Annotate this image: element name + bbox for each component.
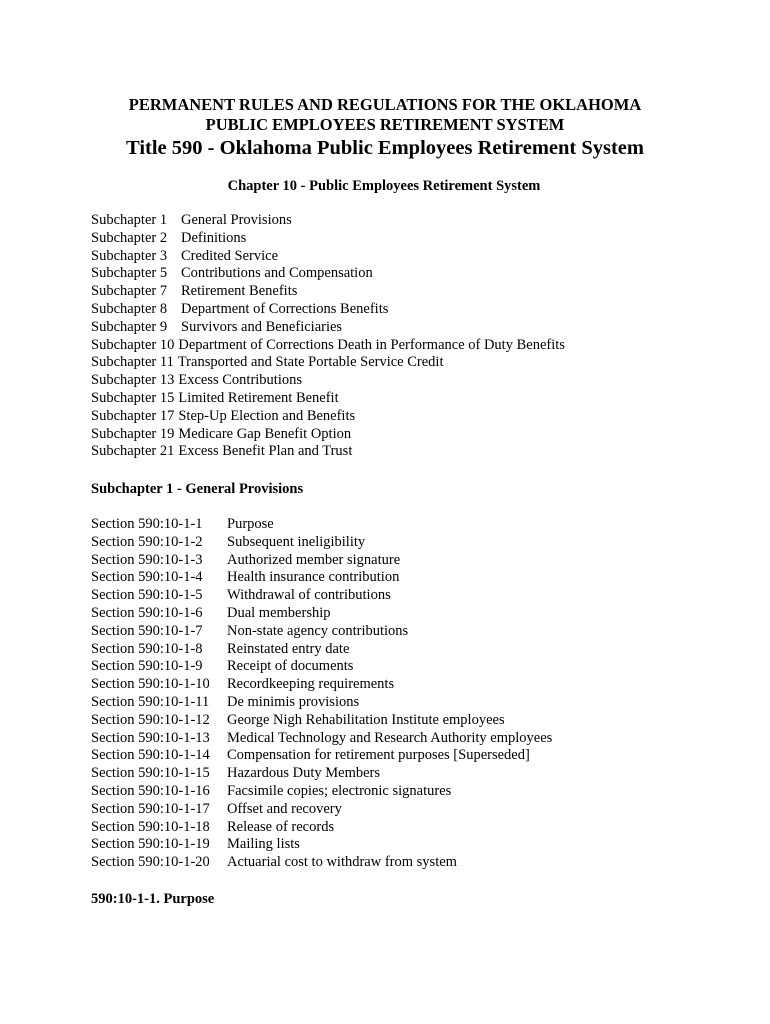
list-item [91, 426, 565, 444]
subchapter-label: Subchapter 3 [91, 247, 168, 264]
section-label: Section 590:10-1-2 [91, 533, 203, 550]
subchapter-name: Excess Contributions [178, 372, 303, 389]
subchapter-name: General Provisions [181, 212, 292, 228]
section-name: Reinstated entry date [227, 640, 350, 657]
subchapter-label: Subchapter 19 [91, 425, 175, 442]
subchapter-name: Contributions and Compensation [181, 265, 373, 282]
section-label: Section 590:10-1-14 [91, 747, 210, 764]
subchapter-1-heading: Subchapter 1 - General Provisions [91, 481, 304, 497]
section-name: Non-state agency contributions [227, 622, 409, 639]
section-label: Section 590:10-1-9 [91, 658, 203, 675]
subchapter-name: Credited Service [181, 247, 279, 264]
section-name: Purpose [227, 516, 274, 532]
section-label: Section 590:10-1-10 [91, 676, 210, 693]
list-item [91, 354, 565, 372]
section-label: Section 590:10-1-11 [91, 693, 210, 710]
subchapter-name: Retirement Benefits [181, 283, 298, 300]
subchapter-name: Step-Up Election and Benefits [178, 407, 356, 424]
section-label: Section 590:10-1-15 [91, 765, 210, 782]
section-label: Section 590:10-1-19 [91, 836, 210, 853]
subchapter-label: Subchapter 13 [91, 372, 175, 389]
section-name: Mailing lists [227, 836, 300, 853]
section-label: Section 590:10-1-7 [91, 622, 203, 639]
section-name: Withdrawal of contributions [227, 587, 391, 604]
section-name: Release of records [227, 818, 335, 835]
section-name: Dual membership [227, 604, 331, 621]
section-name: De minimis provisions [227, 693, 360, 710]
subchapter-name: Survivors and Beneficiaries [181, 318, 343, 335]
section-name: Health insurance contribution [227, 569, 400, 586]
list-item [91, 372, 565, 390]
section-label: Section 590:10-1-1 [91, 516, 203, 532]
subchapter-name: Department of Corrections Benefits [181, 300, 389, 317]
section-name: Authorized member signature [227, 551, 401, 568]
section-name: George Nigh Rehabilitation Institute employees [227, 711, 505, 728]
section-name: Actuarial cost to withdraw from system [227, 854, 457, 871]
section-name: Subsequent ineligibility [227, 533, 366, 550]
section-label: Section 590:10-1-12 [91, 711, 210, 728]
subchapter-label: Subchapter 7 [91, 283, 168, 300]
subchapter-label: Subchapter 17 [91, 407, 175, 424]
subchapter-label: Subchapter 1 [91, 212, 168, 228]
document-title: Title 590 - Oklahoma Public Employees Retirement System [126, 137, 644, 159]
list-item [91, 248, 565, 266]
list-item [91, 337, 565, 355]
list-item [91, 319, 565, 337]
list-item [91, 443, 565, 461]
list-item [91, 408, 565, 426]
list-item [91, 283, 565, 301]
subchapter-label: Subchapter 21 [91, 443, 175, 460]
subchapter-label: Subchapter 11 [91, 354, 174, 371]
document-header-line-2: PUBLIC EMPLOYEES RETIREMENT SYSTEM [205, 115, 565, 134]
section-label: Section 590:10-1-6 [91, 604, 203, 621]
chapter-heading: Chapter 10 - Public Employees Retirement System [227, 178, 541, 194]
subchapter-label: Subchapter 15 [91, 389, 175, 406]
section-label: Section 590:10-1-16 [91, 782, 210, 799]
list-item [91, 212, 565, 230]
list-item [91, 265, 565, 283]
document-header-line-1: PERMANENT RULES AND REGULATIONS FOR THE OKLAHOMA [128, 95, 642, 114]
subchapter-name: Excess Benefit Plan and Trust [178, 443, 353, 460]
subchapter-name: Definitions [181, 229, 247, 246]
section-name: Offset and recovery [227, 800, 342, 817]
list-item [91, 390, 565, 408]
section-label: Section 590:10-1-20 [91, 854, 210, 871]
subchapter-label: Subchapter 2 [91, 229, 168, 246]
list-item [91, 230, 565, 248]
section-name: Facsimile copies; electronic signatures [227, 782, 452, 799]
section-name: Medical Technology and Research Authority employees [227, 729, 553, 746]
section-name: Compensation for retirement purposes [Superseded] [227, 747, 530, 764]
subchapter-label: Subchapter 8 [91, 300, 168, 317]
section-name: Hazardous Duty Members [227, 765, 381, 782]
subchapter-label: Subchapter 10 [91, 336, 175, 353]
section-label: Section 590:10-1-18 [91, 818, 210, 835]
section-name: Receipt of documents [227, 658, 354, 675]
section-label: Section 590:10-1-3 [91, 551, 203, 568]
subchapter-name: Transported and State Portable Service Credit [177, 354, 444, 371]
subchapter-list [91, 212, 565, 461]
section-label: Section 590:10-1-5 [91, 587, 203, 604]
section-label: Section 590:10-1-4 [91, 569, 203, 586]
section-label: Section 590:10-1-13 [91, 729, 210, 746]
subchapter-label: Subchapter 9 [91, 318, 168, 335]
subchapter-name: Department of Corrections Death in Performance of Duty Benefits [178, 336, 565, 353]
section-label: Section 590:10-1-17 [91, 800, 210, 817]
subchapter-name: Limited Retirement Benefit [178, 389, 339, 406]
subchapter-name: Medicare Gap Benefit Option [178, 425, 352, 442]
section-name: Recordkeeping requirements [227, 676, 395, 693]
section-label: Section 590:10-1-8 [91, 640, 203, 657]
list-item [91, 301, 565, 319]
subchapter-label: Subchapter 5 [91, 265, 168, 282]
purpose-heading: 590:10-1-1. Purpose [91, 891, 215, 907]
